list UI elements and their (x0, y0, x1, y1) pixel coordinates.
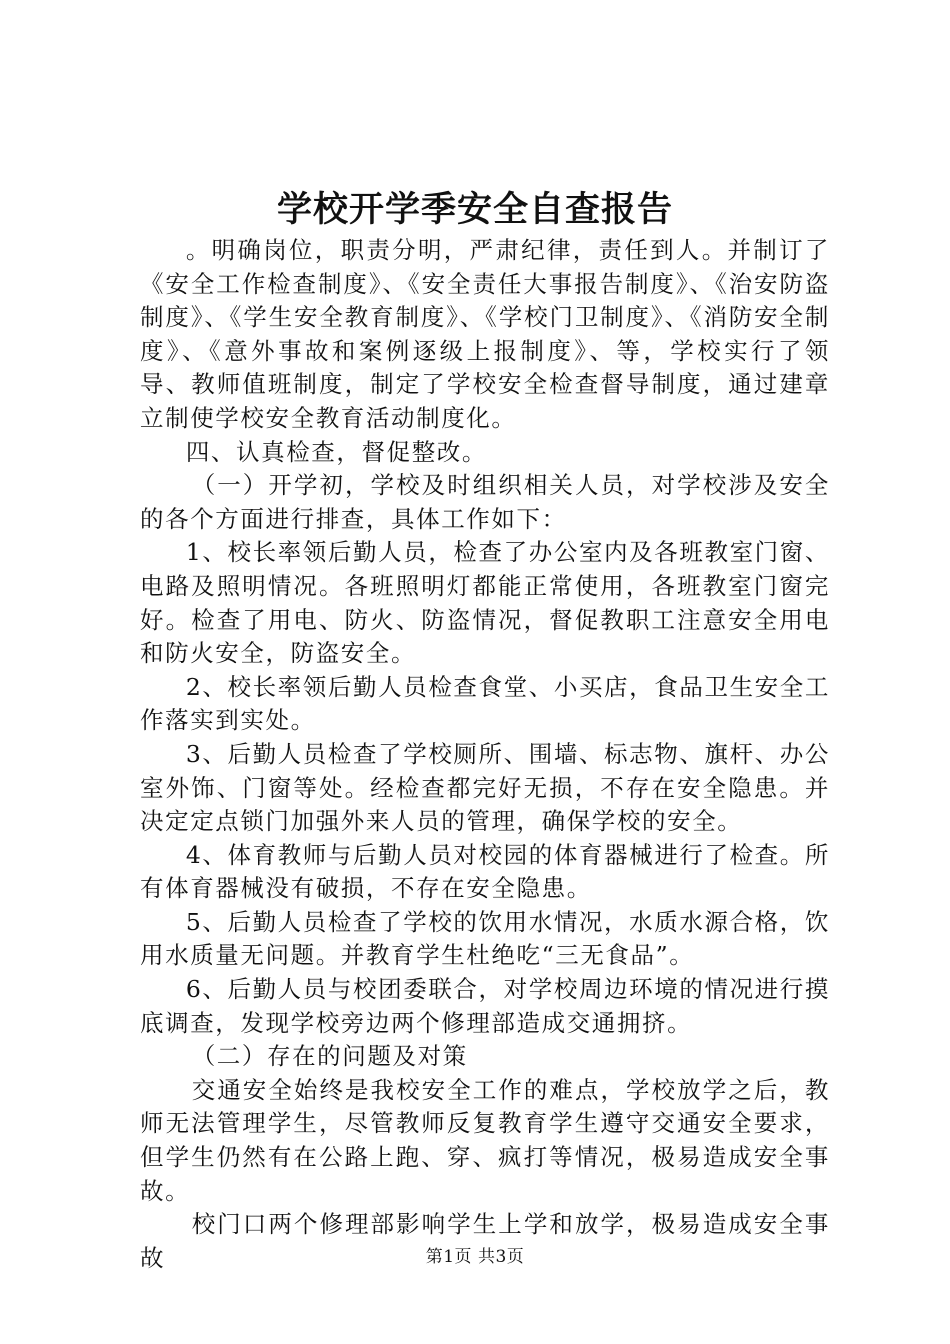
paragraph-repair-shops: 校门口两个修理部影响学生上学和放学，极易造成安全事故 (140, 1210, 830, 1272)
paragraph-item-1: 1、校长率领后勤人员，检查了办公室内及各班教室门窗、电路及照明情况。各班照明灯都能正常使用，各班教室门窗完好。检查了用电、防火、防盗情况，督促教职工注意安全用电和防火安全，防盗安全。 (140, 538, 830, 668)
subheading-part-two: （二）存在的问题及对策 (191, 1042, 468, 1071)
paragraph-item-4: 4、体育教师与后勤人员对校园的体育器械进行了检查。所有体育器械没有破损，不存在安全隐患。 (140, 840, 830, 903)
document-body (140, 234, 830, 1275)
paragraph-item-2: 2、校长率领后勤人员检查食堂、小买店，食品卫生安全工作落实到实处。 (140, 672, 830, 735)
paragraph-item-5: 5、后勤人员检查了学校的饮用水情况，水质水源合格，饮用水质量无问题。并教育学生杜绝吃“三无食品”。 (140, 907, 830, 970)
subheading-part-one: （一）开学初，学校及时组织相关人员，对学校涉及安全的各个方面进行排查，具体工作如下： (140, 471, 830, 533)
heading-section-four: 四、认真检查，督促整改。 (185, 437, 488, 466)
document-title: 学校开学季安全自查报告 (276, 189, 673, 230)
paragraph-item-3: 3、后勤人员检查了学校厕所、围墙、标志物、旗杆、办公室外饰、门窗等处。经检查都完好无损，不存在安全隐患。并决定定点锁门加强外来人员的管理，确保学校的安全。 (140, 739, 830, 836)
paragraph-regulations: 。明确岗位，职责分明，严肃纪律，责任到人。并制订了《安全工作检查制度》、《安全责任大事报告制度》、《治安防盗制度》、《学生安全教育制度》、《学校门卫制度》、《消防安全制度》、《意外事故和案例逐级上报制度》、等，学校实行了领导、教师值班制度，制定了学校安全检查督导制度，通过建章立制使学校安全教育活动制度化。 (140, 236, 830, 432)
page-footer: 第1页 共3页 (425, 1247, 525, 1267)
paragraph-traffic-safety: 交通安全始终是我校安全工作的难点，学校放学之后，教师无法管理学生，尽管教师反复教育学生遵守交通安全要求，但学生仍然有在公路上跑、穿、疯打等情况，极易造成安全事故。 (140, 1075, 830, 1205)
paragraph-item-6: 6、后勤人员与校团委联合，对学校周边环境的情况进行摸底调查，发现学校旁边两个修理部造成交通拥挤。 (140, 975, 830, 1037)
